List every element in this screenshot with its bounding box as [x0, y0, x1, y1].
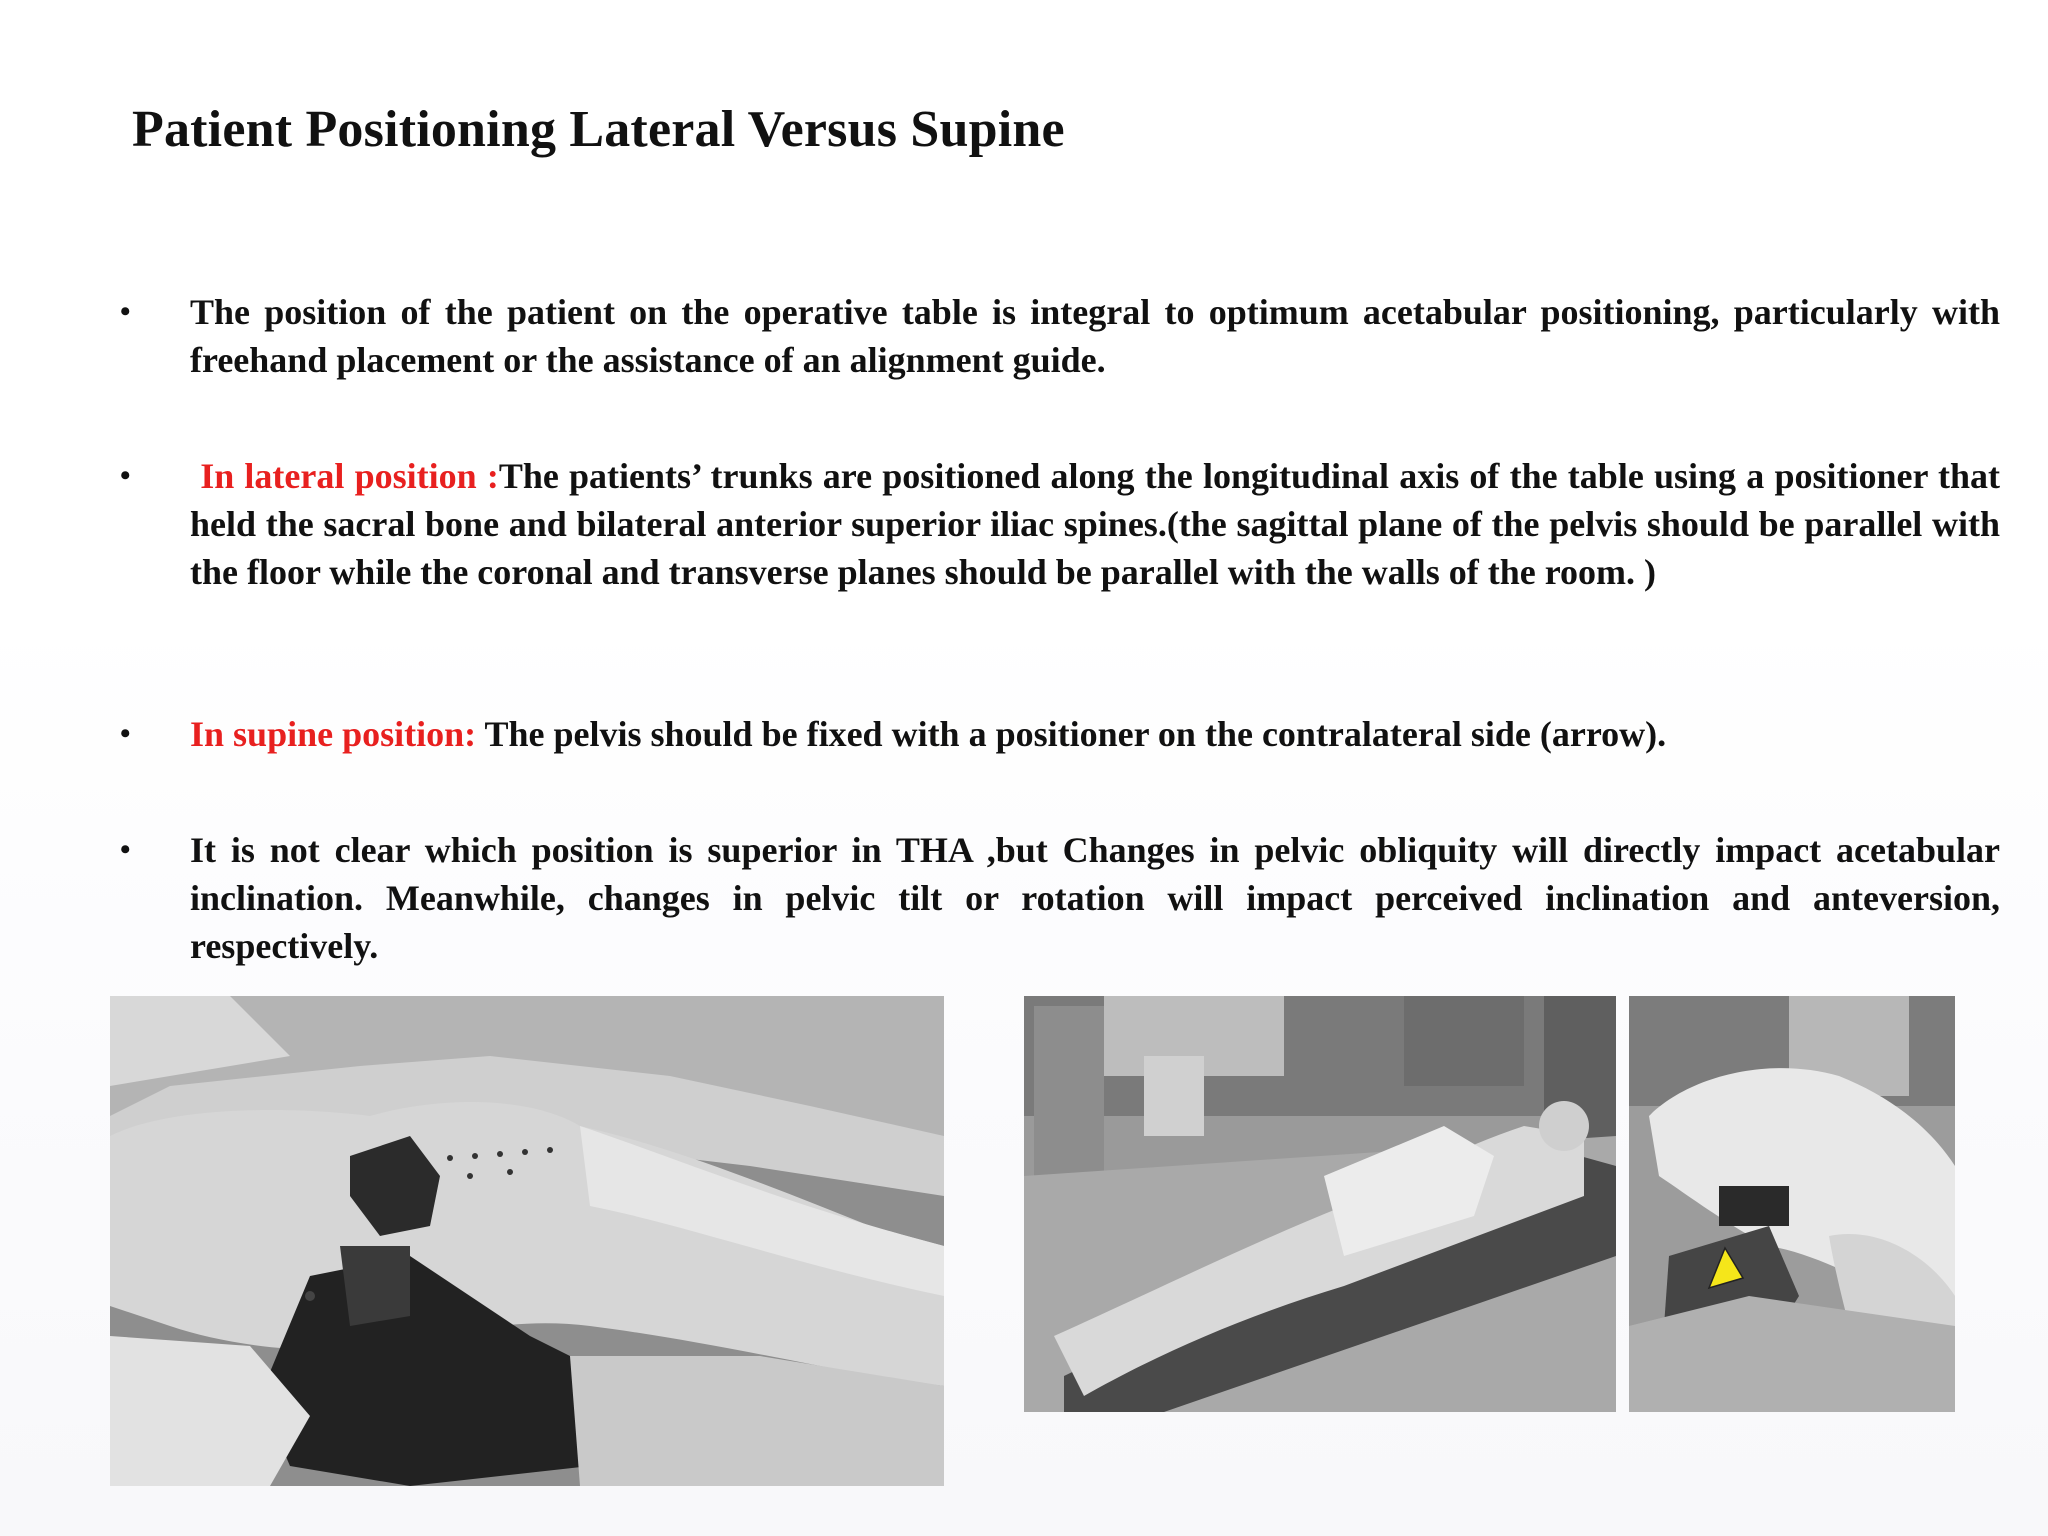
bullet-item-2: [120, 452, 2000, 652]
supine-position-photo-wide: [1024, 996, 1616, 1412]
bullet-lead-lateral: In lateral position :: [200, 456, 499, 496]
bullet-text-2: [190, 452, 2000, 596]
supine-position-illustration: [1024, 996, 1616, 1412]
bullet-body: The position of the patient on the operative table is integral to optimum acetabular positioning, particularly with freehand placement or the assistance of an alignment guide.: [190, 292, 2000, 380]
lateral-position-illustration: [110, 996, 944, 1486]
bullet-body: It is not clear which position is superior in THA ,but Changes in pelvic obliquity will directly impact acetabular inclination. Meanwhile, changes in pelvic tilt or rotation will impact perceived inclination and anteversion, respectively.: [190, 830, 2000, 966]
bullet-text-4: [190, 826, 2000, 970]
bullet-body: The pelvis should be fixed with a positioner on the contralateral side (arrow).: [476, 714, 1667, 754]
bullet-body: The patients’ trunks are positioned along the longitudinal axis of the table using a positioner that held the sacral bone and bilateral anterior superior iliac spines.(the sagittal plane of the pelvis should be parallel with the floor while the coronal and transverse planes should be parallel with the walls of the room. ): [190, 456, 2000, 592]
bullet-marker: •: [120, 833, 131, 866]
slide-title: Patient Positioning Lateral Versus Supine: [132, 101, 1065, 158]
bullet-text-3: [190, 710, 2000, 758]
bullet-marker: •: [120, 295, 131, 328]
bullet-text-1: [190, 288, 2000, 384]
bullet-lead-supine: In supine position:: [190, 714, 477, 754]
supine-closeup-illustration: [1629, 996, 1955, 1412]
lateral-position-photo: [110, 996, 944, 1486]
bullet-item-1: [120, 288, 2000, 388]
supine-position-photo-closeup: [1629, 996, 1955, 1412]
bullet-item-4: [120, 826, 2000, 976]
bullet-marker: •: [120, 717, 131, 750]
bullet-marker: •: [120, 459, 131, 492]
bullet-item-3: [120, 710, 2000, 760]
